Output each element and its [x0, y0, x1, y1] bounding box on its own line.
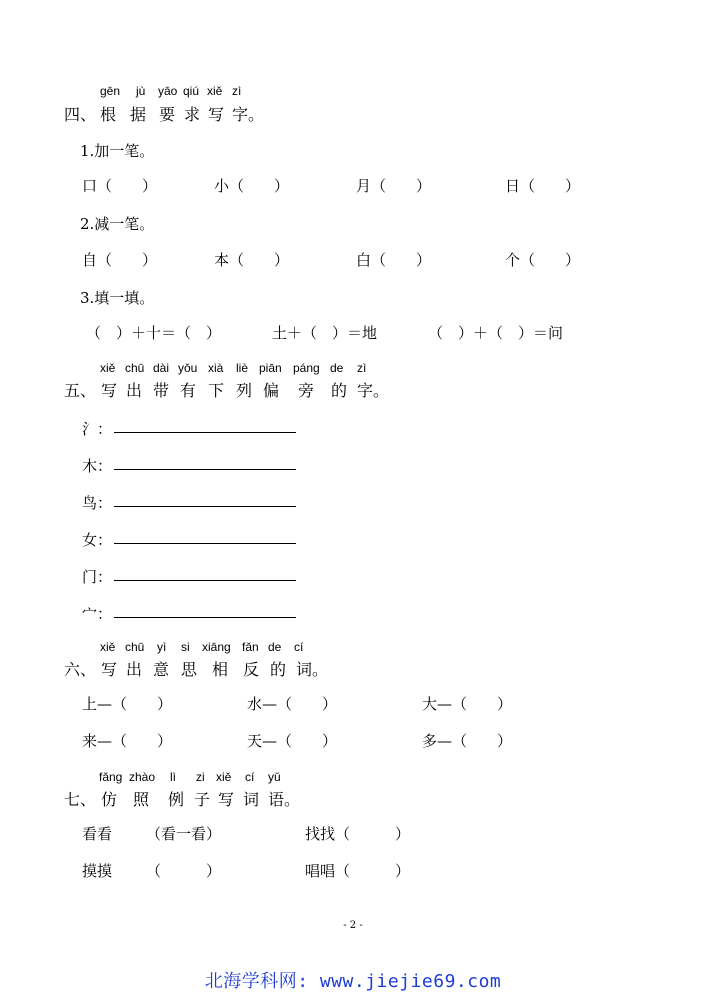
pinyin-syllable: xiāng [202, 640, 231, 654]
q1-label: 1.加一笔。 [80, 142, 155, 160]
q3-items [0, 322, 706, 344]
answer-line [114, 617, 296, 618]
pinyin-syllable: de [268, 640, 282, 654]
word-item: 摸摸 [82, 862, 113, 880]
title-char: 语。 [268, 790, 301, 809]
title-char: 写 [101, 381, 118, 400]
title-char: 根 [100, 105, 117, 124]
pinyin-syllable: yǒu [178, 361, 198, 375]
word-row-1 [0, 823, 706, 845]
section7-title [0, 787, 706, 809]
title-char: 要 [159, 105, 176, 124]
pinyin-syllable: yǔ [268, 770, 281, 784]
title-char: 七、 [64, 790, 97, 809]
title-char: 照 [133, 790, 150, 809]
title-char: 据 [130, 105, 147, 124]
pinyin-syllable: xiě [207, 84, 223, 98]
section4-title [0, 102, 706, 124]
pinyin-syllable: yāo [158, 84, 178, 98]
word-row-2 [0, 860, 706, 882]
radical-label: 氵： [82, 420, 113, 438]
pinyin-syllable: si [181, 640, 190, 654]
answer-line [114, 543, 296, 544]
q2-label: 2.减一笔。 [80, 215, 155, 233]
pinyin-syllable: zì [232, 84, 242, 98]
title-char: 词。 [296, 660, 329, 679]
pinyin-syllable: de [330, 361, 344, 375]
title-char: 子 [194, 790, 211, 809]
radical-label: 门： [82, 568, 113, 586]
antonym-row-2 [0, 730, 706, 752]
title-char: 求 [184, 105, 201, 124]
pinyin-syllable: liè [236, 361, 249, 375]
title-char: 出 [126, 381, 143, 400]
pinyin-syllable: zhào [129, 770, 156, 784]
title-char: 偏 [263, 381, 280, 400]
pinyin-syllable: fǎng [99, 770, 123, 784]
radical-label: 鸟： [82, 494, 113, 512]
pinyin-syllable: xiě [100, 361, 116, 375]
pinyin-syllable: cí [245, 770, 255, 784]
answer-line [114, 506, 296, 507]
title-char: 写 [208, 105, 225, 124]
fill-blank-item: （ ）＋（ ）＝问 [428, 324, 564, 342]
pinyin-syllable: jù [136, 84, 146, 98]
fill-blank-item: 本（ ） [214, 251, 290, 269]
title-char: 的 [270, 660, 287, 679]
section5-title [0, 378, 706, 400]
section6-title [0, 657, 706, 679]
word-example: 看看 [82, 825, 113, 843]
answer-line [114, 469, 296, 470]
pinyin-syllable: yì [157, 640, 167, 654]
fill-blank-item: 日（ ） [505, 177, 581, 195]
title-char: 四、 [64, 105, 97, 124]
fill-blank-item: 月（ ） [356, 177, 432, 195]
pinyin-syllable: chū [125, 640, 145, 654]
section6-pinyin [0, 640, 706, 656]
title-char: 意 [153, 660, 170, 679]
antonym-item: 天—（ ） [247, 732, 338, 750]
q3-label: 3.填一填。 [80, 289, 155, 307]
antonym-item: 大—（ ） [422, 695, 513, 713]
fill-blank-item: 土＋（ ）＝地 [272, 324, 378, 342]
word-answer-blank: （ ） [146, 862, 222, 880]
word-example-answer: （看一看） [146, 825, 222, 843]
title-char: 写 [101, 660, 118, 679]
fill-blank-item: （ ）＋十＝（ ） [86, 324, 222, 342]
title-char: 相 [212, 660, 229, 679]
antonym-row-1 [0, 693, 706, 715]
pinyin-syllable: xiě [216, 770, 232, 784]
page-number: - 2 - [343, 920, 363, 931]
section7-pinyin [0, 770, 706, 786]
fill-blank-item: 口（ ） [82, 177, 158, 195]
pinyin-syllable: xiě [100, 640, 116, 654]
title-char: 仿 [101, 790, 118, 809]
radical-label: 木： [82, 457, 113, 475]
title-char: 思 [181, 660, 198, 679]
radical-label: 女： [82, 531, 113, 549]
title-char: 带 [153, 381, 170, 400]
title-char: 的 [331, 381, 348, 400]
footer-watermark: 北海学科网: www.jiejie69.com [204, 971, 502, 992]
title-char: 例 [168, 790, 185, 809]
fill-blank-item: 自（ ） [82, 251, 158, 269]
fill-blank-item: 白（ ） [356, 251, 432, 269]
title-char: 字。 [232, 105, 265, 124]
pinyin-syllable: gēn [100, 84, 121, 98]
q1-items [0, 175, 706, 197]
pinyin-syllable: chū [125, 361, 145, 375]
pinyin-syllable: páng [293, 361, 320, 375]
title-char: 字。 [357, 381, 390, 400]
pinyin-syllable: zì [357, 361, 367, 375]
title-char: 列 [236, 381, 253, 400]
pinyin-syllable: lì [170, 770, 176, 784]
antonym-item: 水—（ ） [247, 695, 338, 713]
fill-blank-item: 个（ ） [505, 251, 581, 269]
title-char: 出 [126, 660, 143, 679]
pinyin-syllable: qiú [183, 84, 200, 98]
title-char: 写 [218, 790, 235, 809]
radical-label: 宀： [82, 605, 113, 623]
title-char: 五、 [64, 381, 97, 400]
title-char: 词 [243, 790, 260, 809]
pinyin-syllable: fǎn [242, 640, 259, 654]
section5-pinyin [0, 361, 706, 377]
section4-pinyin [0, 84, 706, 100]
title-char: 下 [208, 381, 225, 400]
antonym-item: 上—（ ） [82, 695, 173, 713]
antonym-item: 多—（ ） [422, 732, 513, 750]
pinyin-syllable: xià [208, 361, 224, 375]
pinyin-syllable: piān [259, 361, 282, 375]
fill-blank-item: 小（ ） [214, 177, 290, 195]
pinyin-syllable: zi [196, 770, 205, 784]
pinyin-syllable: cí [294, 640, 304, 654]
antonym-item: 来—（ ） [82, 732, 173, 750]
word-item: 唱唱（ ） [305, 862, 411, 880]
title-char: 旁 [298, 381, 315, 400]
answer-line [114, 432, 296, 433]
word-item: 找找（ ） [305, 825, 411, 843]
q2-items [0, 249, 706, 271]
title-char: 有 [180, 381, 197, 400]
answer-line [114, 580, 296, 581]
title-char: 六、 [64, 660, 97, 679]
title-char: 反 [243, 660, 260, 679]
pinyin-syllable: dài [153, 361, 170, 375]
